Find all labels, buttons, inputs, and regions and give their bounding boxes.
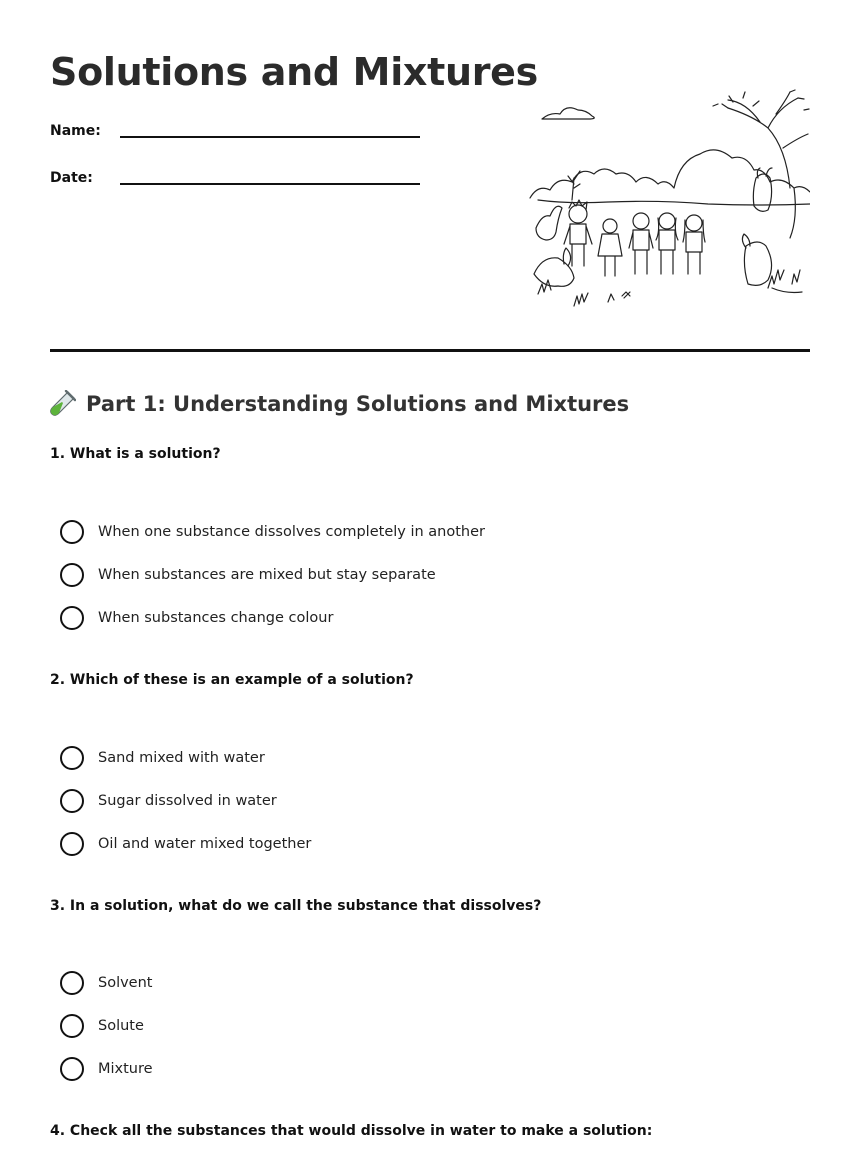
option-radio[interactable] [60,736,760,779]
option-radio[interactable] [60,961,760,1004]
radio-circle[interactable] [60,563,84,587]
option-label: Sand mixed with water [98,749,265,766]
radio-circle[interactable] [60,746,84,770]
radio-circle[interactable] [60,832,84,856]
kids-outdoors-illustration [528,88,810,314]
name-line[interactable] [120,136,420,138]
option-radio[interactable] [60,553,760,596]
option-label: Mixture [98,1060,153,1077]
option-label: When substances change colour [98,609,334,626]
radio-circle[interactable] [60,520,84,544]
question-4: 4. Check all the substances that would dissolve in water to make a solution: [50,1123,653,1139]
option-radio[interactable] [60,510,760,553]
question-1-options [60,510,760,639]
option-label: Sugar dissolved in water [98,792,277,809]
question-2: 2. Which of these is an example of a solution? [50,672,414,688]
divider [50,349,810,352]
name-field[interactable] [50,123,430,143]
option-label: Oil and water mixed together [98,835,312,852]
question-3-options [60,961,760,1090]
part1-title: Part 1: Understanding Solutions and Mixtures [86,392,630,416]
question-1: 1. What is a solution? [50,446,221,462]
radio-circle[interactable] [60,1014,84,1038]
part1-heading [50,390,629,418]
option-radio[interactable] [60,1004,760,1047]
radio-circle[interactable] [60,1057,84,1081]
date-line[interactable] [120,183,420,185]
radio-circle[interactable] [60,606,84,630]
option-label: When substances are mixed but stay separate [98,566,436,583]
date-field[interactable] [50,170,430,190]
worksheet-page [50,0,810,1161]
option-radio[interactable] [60,779,760,822]
radio-circle[interactable] [60,789,84,813]
option-radio[interactable] [60,1047,760,1090]
option-label: Solute [98,1017,144,1034]
question-2-options [60,736,760,865]
page-title: Solutions and Mixtures [50,50,538,94]
radio-circle[interactable] [60,971,84,995]
option-label: Solvent [98,974,153,991]
date-label: Date: [50,170,93,186]
question-3: 3. In a solution, what do we call the substance that dissolves? [50,898,542,914]
test-tube-icon [50,390,76,418]
option-label: When one substance dissolves completely in another [98,523,485,540]
option-radio[interactable] [60,596,760,639]
option-radio[interactable] [60,822,760,865]
name-label: Name: [50,123,101,139]
